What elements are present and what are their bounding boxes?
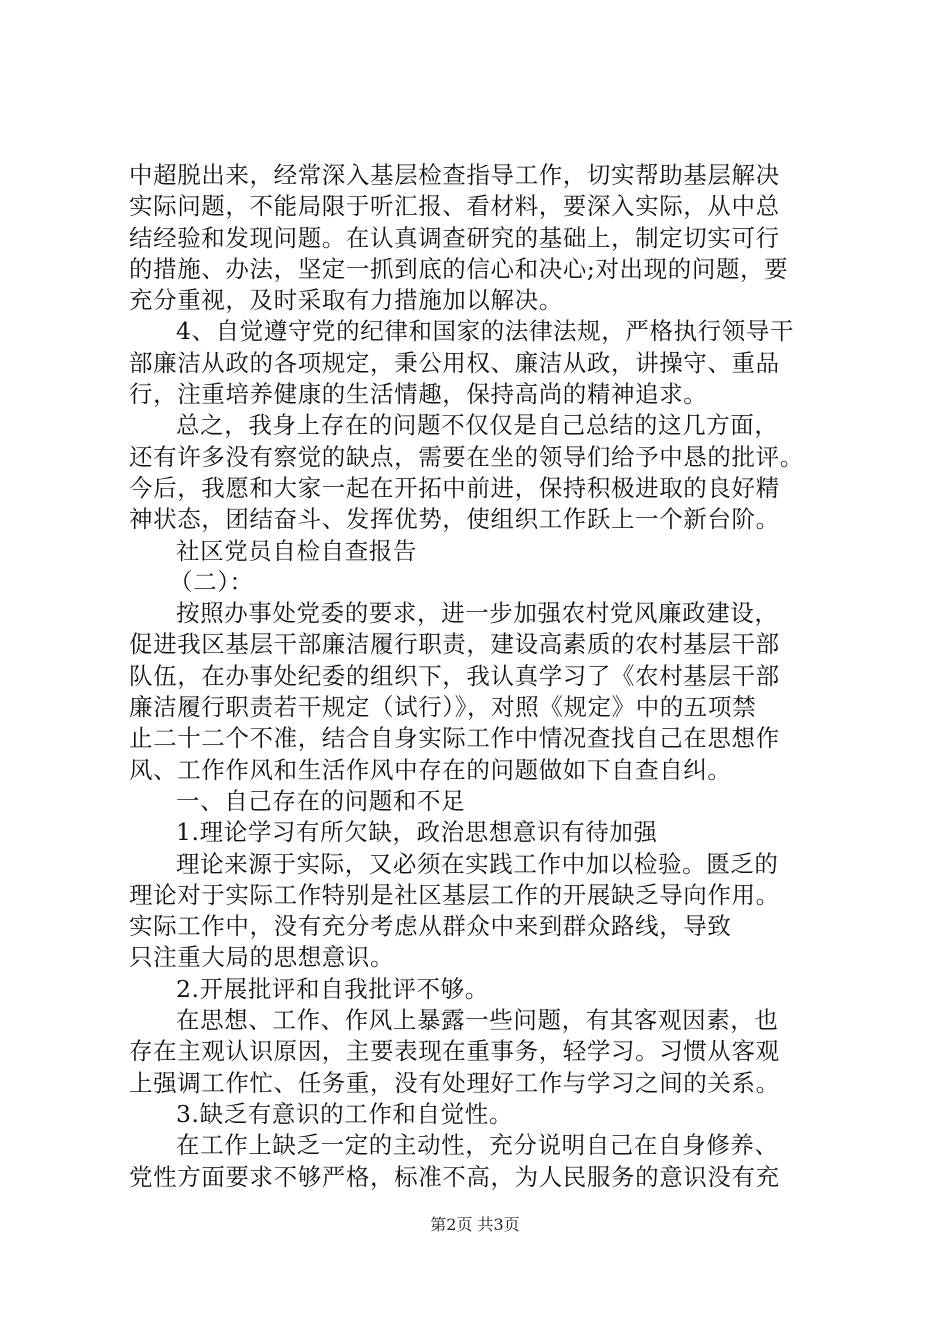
- text-line: 上强调工作忙、任务重，没有处理好工作与学习之间的关系。: [129, 1068, 780, 1097]
- heading-line: 2.开展批评和自我批评不够。: [176, 974, 489, 1003]
- text-line: 今后，我愿和大家一起在开拓中前进，保持积极进取的良好精: [129, 473, 780, 502]
- text-line: 风、工作作风和生活作风中存在的问题做如下自查自纠。: [129, 755, 732, 784]
- page-number-label: 第2页 共3页: [430, 1215, 520, 1234]
- paragraph-start-line: 总之，我身上存在的问题不仅仅是自己总结的这几方面，: [176, 411, 779, 440]
- text-line: 队伍，在办事处纪委的组织下，我认真学习了《农村基层干部: [129, 661, 780, 690]
- page-footer: [0, 1214, 950, 1236]
- text-line: 存在主观认识原因，主要表现在重事务，轻学习。习惯从客观: [129, 1037, 780, 1066]
- text-line: 促进我区基层干部廉洁履行职责，建设高素质的农村基层干部: [129, 630, 780, 659]
- heading-line: 3.缺乏有意识的工作和自觉性。: [176, 1099, 513, 1128]
- paragraph-start-line: 在工作上缺乏一定的主动性，充分说明自己在自身修养、: [176, 1131, 779, 1160]
- text-line: 神状态，团结奋斗、发挥优势，使组织工作跃上一个新台阶。: [129, 505, 780, 534]
- heading-line: 1.理论学习有所欠缺，政治思想意识有待加强: [176, 818, 658, 847]
- heading-line: 一、自己存在的问题和不足: [176, 786, 466, 815]
- text-line: 实际工作中，没有充分考虑从群众中来到群众路线，导致: [129, 912, 732, 941]
- text-line: 行，注重培养健康的生活情趣，保持高尚的精神追求。: [129, 380, 708, 409]
- text-line: 实际问题，不能局限于听汇报、看材料，要深入实际，从中总: [129, 192, 780, 221]
- section-number: （二）：: [169, 567, 254, 596]
- text-line: 充分重视，及时采取有力措施加以解决。: [129, 286, 563, 315]
- text-line: 只注重大局的思想意识。: [129, 943, 395, 972]
- section-title: 社区党员自检自查报告: [176, 536, 417, 565]
- paragraph-start-line: 4、自觉遵守党的纪律和国家的法律法规，严格执行领导干: [176, 317, 795, 346]
- document-body: [129, 160, 835, 1193]
- text-line: 廉洁履行职责若干规定（试行）》，对照《规定》中的五项禁: [129, 693, 757, 722]
- paragraph-start-line: 按照办事处党委的要求，进一步加强农村党风廉政建设，: [176, 599, 779, 628]
- text-line: 党性方面要求不够严格，标准不高，为人民服务的意识没有充: [129, 1162, 780, 1191]
- text-line: 结经验和发现问题。在认真调查研究的基础上，制定切实可行: [129, 223, 780, 252]
- text-line: 理论对于实际工作特别是社区基层工作的开展缺乏导向作用。: [129, 880, 780, 909]
- text-line: 部廉洁从政的各项规定，秉公用权、廉洁从政，讲操守、重品: [129, 348, 780, 377]
- paragraph-start-line: 在思想、工作、作风上暴露一些问题，有其客观因素，也: [176, 1006, 779, 1035]
- text-line: 中超脱出来，经常深入基层检查指导工作，切实帮助基层解决: [129, 161, 780, 189]
- text-line: 止二十二个不准，结合自身实际工作中情况查找自己在思想作: [129, 724, 780, 753]
- paragraph-start-line: 理论来源于实际，又必须在实践工作中加以检验。匮乏的: [176, 849, 779, 878]
- text-line: 还有许多没有察觉的缺点，需要在坐的领导们给予中恳的批评。: [129, 442, 804, 471]
- text-line: 的措施、办法，坚定一抓到底的信心和决心;对出现的问题，要: [129, 254, 789, 283]
